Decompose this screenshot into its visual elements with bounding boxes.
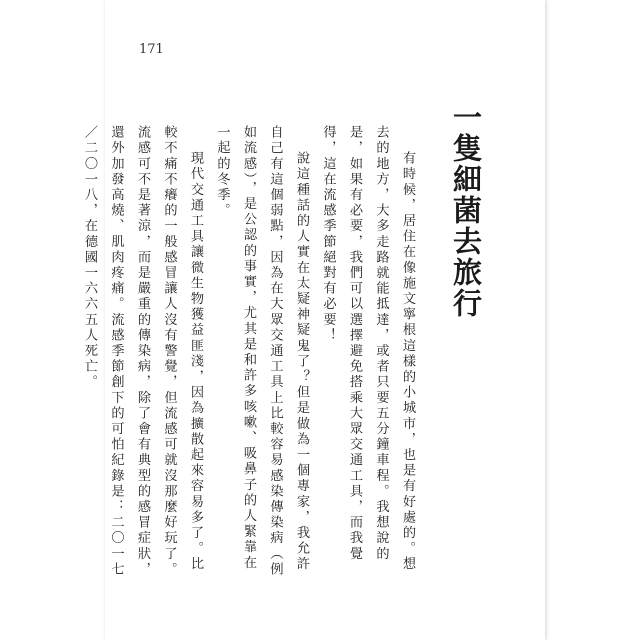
paragraph-3: 現代交通工具讓微生物獲益匪淺，因為擴散起來容易多了。比較不痛不癢的一般感冒讓人沒有警覺，但流感可就沒那麼好玩了。流感可不是著涼，而是嚴重的傳染病，除了會有典型的感冒症狀，還外加發高燒、肌肉疼痛。流感季節創下的可怕紀錄是：二〇一七／二〇一八，在德國一六六五人死亡。 [82, 125, 203, 578]
body-text [82, 125, 420, 585]
page-number: 171 [139, 42, 164, 57]
paragraph-2: 說這種話的人實在太疑神疑鬼了？但是做為一個專家，我允許自己有這個弱點，因為在大眾交通工具上比較容易感染傳染病（例如流感），是公認的事實，尤其是和許多咳嗽、吸鼻子的人緊靠在一起的冬季。 [214, 125, 309, 578]
paragraph-1: 有時候，居住在像施文寧根這樣的小城市，也是有好處的。想去的地方，大多走路就能抵達，或者只要五分鐘車程。我想說的是，如果有必要，我們可以選擇避免搭乘大眾交通工具，而我覺得，這在流感季節絕對有必要！ [320, 125, 415, 573]
chapter-title: 一隻細菌去旅行 [449, 102, 483, 319]
